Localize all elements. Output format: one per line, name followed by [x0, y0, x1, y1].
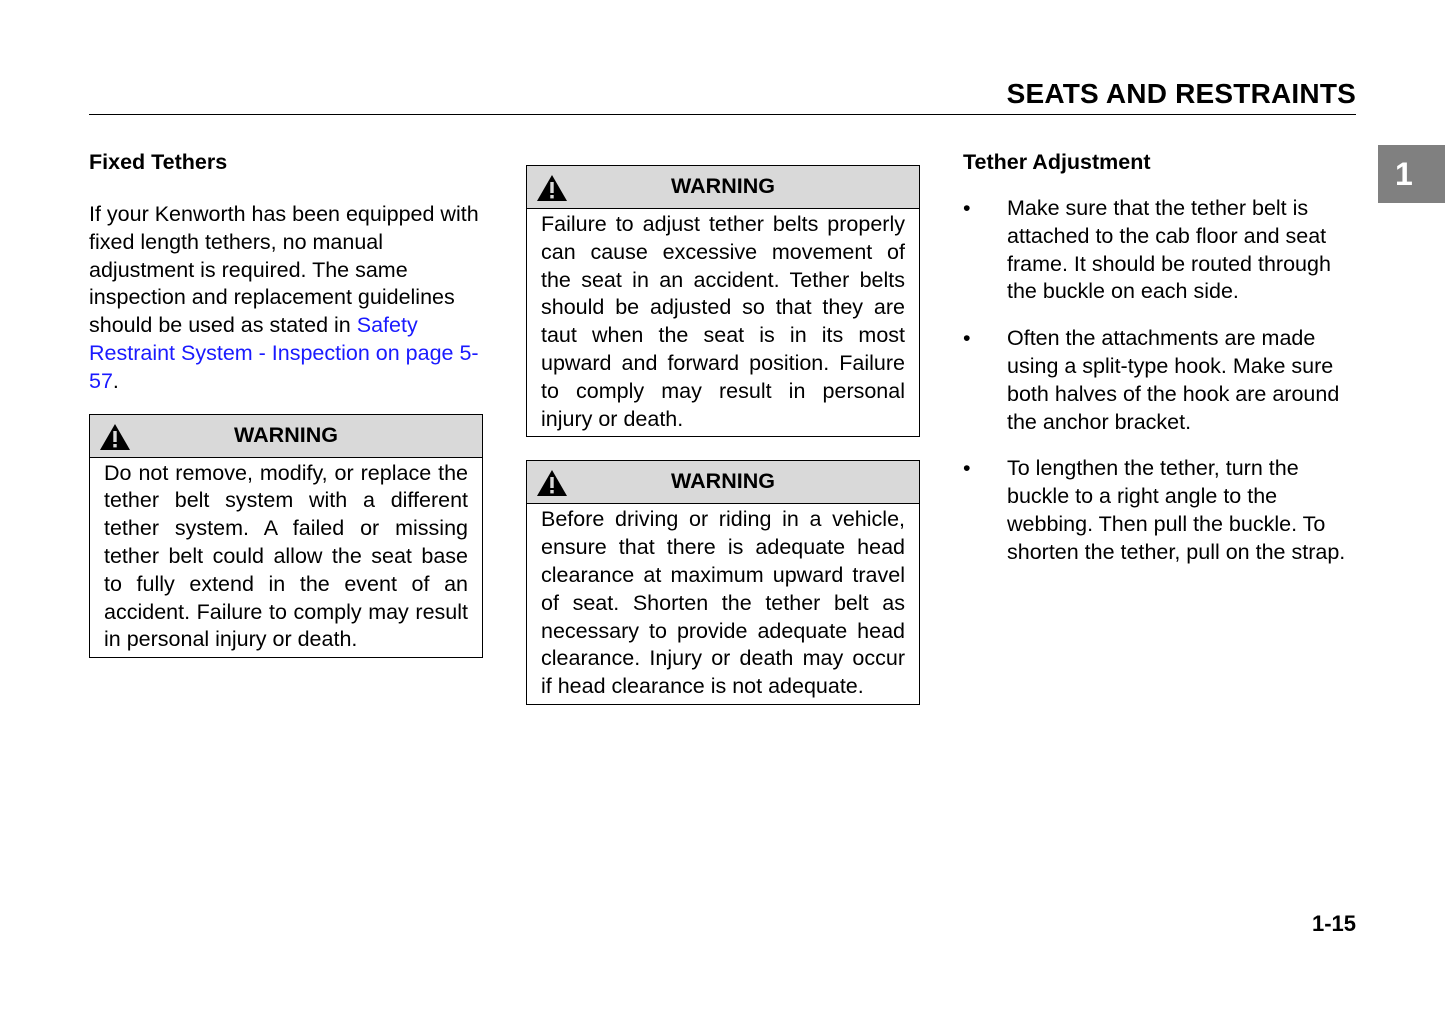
header-rule — [89, 114, 1356, 115]
warning-box-adjust-tether — [526, 165, 920, 437]
page-number: 1-15 — [1311, 911, 1356, 936]
paragraph-end: . — [112, 368, 119, 393]
warning-title: WARNING — [234, 422, 338, 447]
warning-header — [527, 461, 919, 504]
warning-box-replace-tether — [89, 414, 483, 659]
fixed-tethers-paragraph — [89, 201, 483, 396]
left-column — [89, 148, 483, 658]
warning-triangle-icon — [536, 174, 568, 202]
middle-column — [526, 165, 920, 705]
section-heading-fixed-tethers: Fixed Tethers — [89, 150, 228, 174]
inspection-link[interactable]: Safety Restraint System - Inspection on page 5-57 — [89, 313, 479, 393]
tether-adjustment-list — [963, 195, 1357, 567]
warning-body: Failure to adjust tether belts properly can cause excessive movement of the seat in an accident. Tether belts should be adjusted so that they are taut when the seat is in its most upward and forward position. Failure to comply may result in personal injury or death. — [541, 212, 905, 431]
bullet-mark: • — [963, 196, 971, 220]
warning-header — [527, 166, 919, 209]
bullet-mark: • — [963, 326, 971, 351]
warning-triangle-icon — [99, 423, 131, 451]
warning-triangle-icon — [536, 469, 568, 497]
chapter-tab[interactable]: 1 — [1378, 145, 1445, 203]
list-item — [963, 455, 1357, 566]
right-column — [963, 148, 1357, 586]
warning-header — [90, 415, 482, 458]
section-heading-tether-adjustment: Tether Adjustment — [963, 150, 1151, 174]
list-item-text: Make sure that the tether belt is attached to the cab floor and seat frame. It should be routed through the buckle on each side. — [1007, 196, 1331, 304]
list-item — [963, 325, 1357, 436]
warning-body: Do not remove, modify, or replace the tether belt system with a different tether system. A failed or missing tether belt could allow the seat base to fully extend in the event of an accident. Failure to comply may result in personal injury or death. — [104, 460, 468, 652]
page-header-title: SEATS AND RESTRAINTS — [1006, 78, 1356, 109]
warning-title: WARNING — [671, 174, 775, 199]
bullet-mark: • — [963, 456, 971, 481]
paragraph-text: If your Kenworth has been equipped with fixed length tethers, no manual adjustment is required. The same inspection and replacement guidelines should be used as stated in — [89, 202, 479, 338]
list-item-text: Often the attachments are made using a split-type hook. Make sure both halves of the hook are around the anchor bracket. — [1007, 326, 1340, 434]
list-item — [963, 195, 1357, 306]
warning-box-head-clearance — [526, 460, 920, 705]
warning-title: WARNING — [671, 469, 775, 494]
warning-body: Before driving or riding in a vehicle, ensure that there is adequate head clearance at maximum upward travel of seat. Shorten the tether belt as necessary to provide adequate head clearance. Injury or death may occur if head clearance is not adequate. — [541, 507, 905, 699]
list-item-text: To lengthen the tether, turn the buckle to a right angle to the webbing. Then pull the buckle. To shorten the tether, pull on the strap. — [1007, 456, 1346, 564]
